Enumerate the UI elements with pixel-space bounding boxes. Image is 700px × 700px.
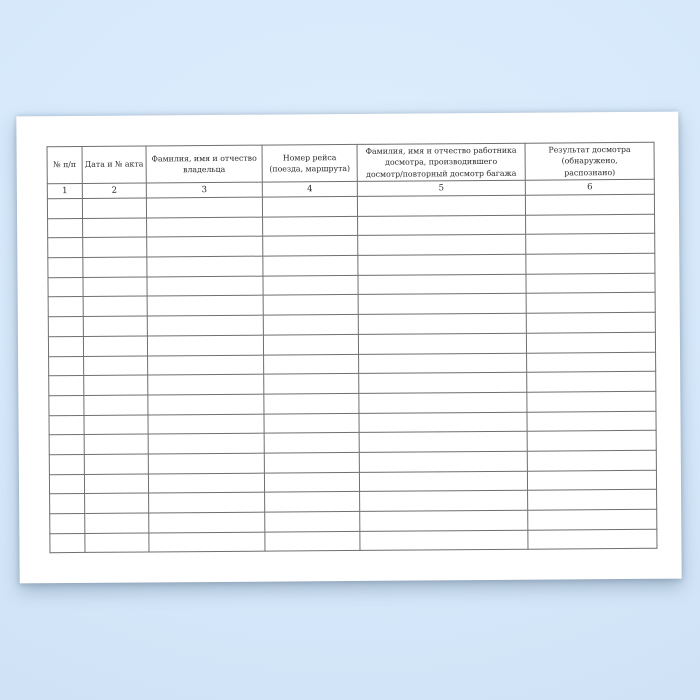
empty-cell xyxy=(360,530,528,551)
empty-cell xyxy=(82,198,146,218)
empty-cell xyxy=(49,415,84,435)
empty-cell xyxy=(148,394,264,415)
empty-cell xyxy=(147,237,263,258)
empty-cell xyxy=(84,474,148,494)
empty-cell xyxy=(526,234,655,255)
column-number-cell: 5 xyxy=(357,180,525,196)
empty-cell xyxy=(527,371,656,392)
inspection-log-table xyxy=(47,142,658,554)
empty-cell xyxy=(526,273,655,294)
empty-cell xyxy=(49,474,84,494)
empty-cell xyxy=(83,296,147,316)
empty-cell xyxy=(49,454,84,474)
empty-cell xyxy=(265,531,360,551)
empty-cell xyxy=(526,293,655,314)
empty-cell xyxy=(359,392,527,413)
empty-cell xyxy=(359,372,527,393)
empty-cell xyxy=(84,375,148,395)
empty-cell xyxy=(84,434,148,454)
empty-cell xyxy=(265,511,360,531)
empty-cell xyxy=(527,411,656,432)
empty-cell xyxy=(527,352,656,373)
empty-cell xyxy=(357,195,525,216)
empty-cell xyxy=(264,472,359,492)
empty-cell xyxy=(49,376,84,396)
empty-cell xyxy=(147,256,263,277)
empty-cell xyxy=(358,294,526,315)
empty-cell xyxy=(264,374,359,394)
column-number-cell: 4 xyxy=(262,181,357,197)
empty-cell xyxy=(527,391,656,412)
empty-cell xyxy=(360,510,528,531)
empty-cell xyxy=(146,197,262,218)
header-row xyxy=(47,142,654,183)
empty-cell xyxy=(149,532,265,553)
empty-cell xyxy=(358,333,526,354)
empty-cell xyxy=(525,194,654,215)
empty-cell xyxy=(48,317,83,337)
empty-cell xyxy=(84,415,148,435)
empty-cell xyxy=(263,255,358,275)
empty-cell xyxy=(84,454,148,474)
empty-cell xyxy=(148,414,264,435)
col-header-inspector-full-name: Фамилия, имя и отчество работника досмотра, производившего досмотр/повторный досмотр багажа xyxy=(357,143,525,181)
empty-cell xyxy=(148,473,264,494)
empty-cell xyxy=(83,316,147,336)
table-header xyxy=(47,142,654,198)
empty-cell xyxy=(148,374,264,395)
empty-cell xyxy=(147,335,263,356)
empty-cell xyxy=(359,412,527,433)
empty-cell xyxy=(48,238,83,258)
empty-cell xyxy=(359,431,527,452)
empty-cell xyxy=(50,533,85,553)
empty-cell xyxy=(264,433,359,453)
empty-cell xyxy=(148,453,264,474)
empty-cell xyxy=(527,470,656,491)
empty-cell xyxy=(359,353,527,374)
empty-cell xyxy=(48,297,83,317)
empty-cell xyxy=(148,355,264,376)
table-row xyxy=(50,529,657,553)
empty-cell xyxy=(358,235,526,256)
empty-cell xyxy=(49,435,84,455)
empty-cell xyxy=(358,254,526,275)
empty-cell xyxy=(50,494,85,514)
empty-cell xyxy=(527,450,656,471)
col-header-row-number: № п/п xyxy=(47,146,82,183)
empty-cell xyxy=(263,216,358,236)
column-number-cell: 2 xyxy=(82,183,146,198)
empty-cell xyxy=(85,493,149,513)
table-body xyxy=(47,194,657,553)
empty-cell xyxy=(83,237,147,257)
empty-cell xyxy=(48,258,83,278)
empty-cell xyxy=(149,512,265,533)
empty-cell xyxy=(83,336,147,356)
empty-cell xyxy=(83,218,147,238)
empty-cell xyxy=(263,236,358,256)
empty-cell xyxy=(526,312,655,333)
empty-cell xyxy=(360,491,528,512)
empty-cell xyxy=(526,214,655,235)
empty-cell xyxy=(147,315,263,336)
column-number-cell: 6 xyxy=(525,179,654,195)
empty-cell xyxy=(527,431,656,452)
empty-cell xyxy=(359,471,527,492)
empty-cell xyxy=(358,274,526,295)
empty-cell xyxy=(84,395,148,415)
empty-cell xyxy=(49,356,84,376)
empty-cell xyxy=(526,332,655,353)
empty-cell xyxy=(263,334,358,354)
col-header-flight-number: Номер рейса (поезда, маршрута) xyxy=(262,144,357,182)
empty-cell xyxy=(528,509,657,530)
empty-cell xyxy=(358,313,526,334)
empty-cell xyxy=(48,218,83,238)
empty-cell xyxy=(264,393,359,413)
empty-cell xyxy=(147,296,263,317)
empty-cell xyxy=(359,451,527,472)
empty-cell xyxy=(263,295,358,315)
empty-cell xyxy=(49,395,84,415)
col-header-inspection-result: Результат досмотра (обнаружено, распознано) xyxy=(525,142,654,180)
empty-cell xyxy=(148,433,264,454)
empty-cell xyxy=(528,490,657,511)
empty-cell xyxy=(84,355,148,375)
empty-cell xyxy=(85,533,149,553)
empty-cell xyxy=(50,513,85,533)
empty-cell xyxy=(264,452,359,472)
empty-cell xyxy=(528,529,657,550)
col-header-date-act-number: Дата и № акта xyxy=(82,146,146,183)
empty-cell xyxy=(147,217,263,238)
empty-cell xyxy=(265,492,360,512)
empty-cell xyxy=(83,257,147,277)
empty-cell xyxy=(48,277,83,297)
column-number-cell: 3 xyxy=(146,182,262,198)
empty-cell xyxy=(48,336,83,356)
paper-sheet xyxy=(16,112,681,584)
empty-cell xyxy=(85,513,149,533)
empty-cell xyxy=(83,277,147,297)
empty-cell xyxy=(149,492,265,513)
empty-cell xyxy=(358,215,526,236)
col-header-owner-full-name: Фамилия, имя и отчество владельца xyxy=(146,145,262,183)
column-number-cell: 1 xyxy=(47,183,82,198)
empty-cell xyxy=(262,196,357,216)
empty-cell xyxy=(526,253,655,274)
empty-cell xyxy=(263,315,358,335)
empty-cell xyxy=(147,276,263,297)
empty-cell xyxy=(263,275,358,295)
empty-cell xyxy=(264,413,359,433)
empty-cell xyxy=(264,354,359,374)
empty-cell xyxy=(47,198,82,218)
